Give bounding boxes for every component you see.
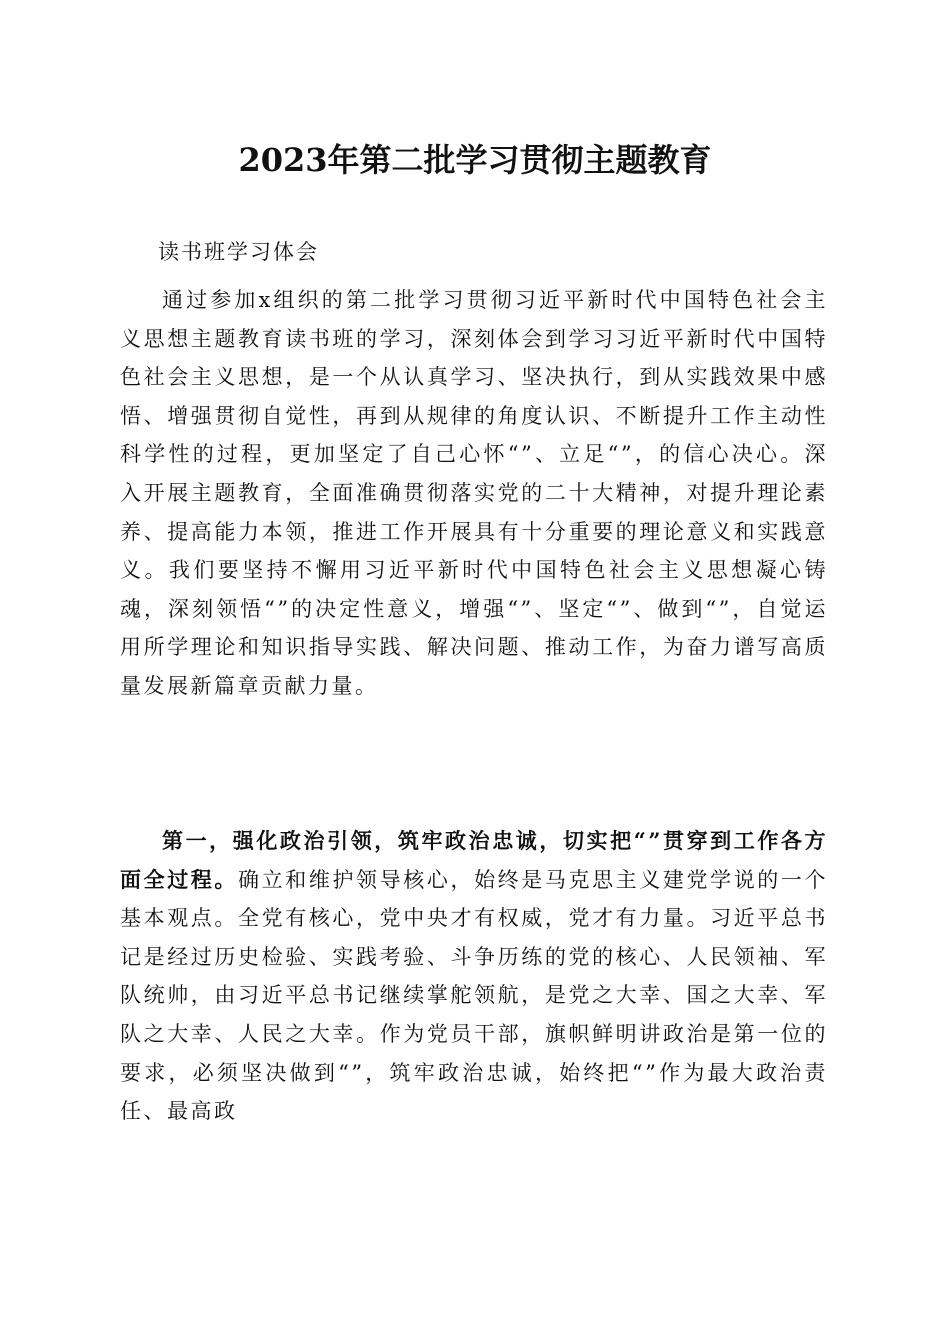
document-subtitle: 读书班学习体会: [158, 240, 319, 264]
paragraph-lead-sentence: 第一，强化政治引领，筑牢政治忠诚，切实把“”贯穿到工作各方面全过程。: [120, 828, 828, 892]
paragraph-intro: 通过参加x组织的第二批学习贯彻习近平新时代中国特色社会主义思想主题教育读书班的学习，深刻体会到学习习近平新时代中国特色社会主义思想，是一个从认真学习、坚决执行，到从实践效果中感悟、增强贯彻自觉性，再到从规律的角度认识、不断提升工作主动性科学性的过程，更加坚定了自己心怀“”、立足“”，的信心决心。深入开展主题教育，全面准确贯彻落实党的二十大精神，对提升理论素养、提高能力本领，推进工作开展具有十分重要的理论意义和实践意义。我们要坚持不懈用习近平新时代中国特色社会主义思想凝心铸魂，深刻领悟“”的决定性意义，增强“”、坚定“”、做到“”，自觉运用所学理论和知识指导实践、解决问题、推动工作，为奋力谱写高质量发展新篇章贡献力量。: [120, 288, 828, 698]
document-title: 2023年第二批学习贯彻主题教育: [238, 141, 712, 179]
paragraph-body-text: 确立和维护领导核心，始终是马克思主义建党学说的一个基本观点。全党有核心，党中央才有权威，党才有力量。习近平总书记是经过历史检验、实践考验、斗争历练的党的核心、人民领袖、军队统帅，由习近平总书记继续掌舵领航，是党之大幸、国之大幸、军队之大幸、人民之大幸。作为党员干部，旗帜鲜明讲政治是第一位的要求，必须坚决做到“”，筑牢政治忠诚，始终把“”作为最大政治责任、最高政: [120, 867, 829, 1124]
paragraph-first-point: [120, 822, 828, 1131]
document-page: [120, 0, 830, 1344]
